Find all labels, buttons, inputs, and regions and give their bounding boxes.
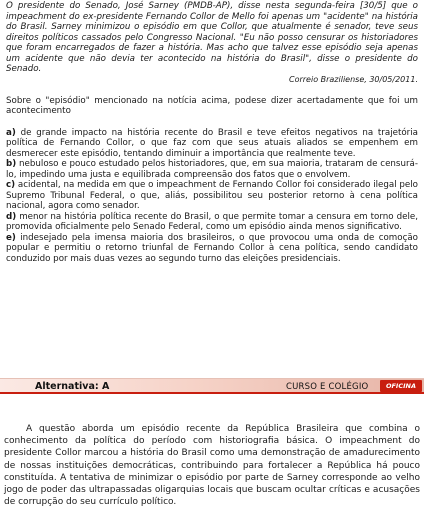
course-label: CURSO E COLÉGIO bbox=[286, 382, 369, 392]
question-block bbox=[6, 1, 418, 264]
oficina-logo bbox=[380, 380, 422, 392]
option-letter: d) bbox=[6, 211, 17, 222]
option-c bbox=[6, 180, 418, 212]
quote-source: Correio Braziliense, 30/05/2011. bbox=[288, 74, 418, 84]
option-letter: c) bbox=[6, 180, 16, 190]
banner-divider bbox=[0, 392, 424, 394]
option-e bbox=[6, 233, 418, 265]
option-d bbox=[6, 212, 418, 233]
answer-label: Alternativa: A bbox=[35, 381, 110, 392]
answer-explanation: A questão aborda um episódio recente da República Brasileira que combina o conhecimento da política do período com historiografia básica. O impeachment do presidente Collor marcou a história do Brasil como uma demonstração de amadurecimento de nossas instituições democráticas, contribuindo para fortalecer a República há pouco constituída. A tentativa de minimizar o episódio por parte de Sarney corresponde ao velho jogo de poder das ultrapassadas oligarquias locais que buscam ocultar críticas e acusações de corrupção do seu currículo político. bbox=[4, 424, 420, 508]
logo-text: OFICINA bbox=[385, 382, 417, 390]
option-text: de grande impacto na história recente do Brasil e teve efeitos negativos na trajetória política de Fernando Collor, o que faz com que seus atuais aliados se empenhem em desmerecer este episódio, tentando diminuir a importância que realmente teve. bbox=[6, 127, 418, 159]
option-text: indesejado pela imensa maioria dos brasileiros, o que provocou uma onda de comoção popular e permitiu o retorno triunfal de Fernando Collor à cena política, sendo candidato conduzido por mais duas vezes ao segundo turno das eleições presidenciais. bbox=[6, 232, 418, 264]
question-stem: Sobre o "episódio" mencionado na notícia acima, podese dizer acertadamente que foi um acontecimento bbox=[6, 95, 418, 116]
option-letter: e) bbox=[6, 232, 16, 243]
news-quote: O presidente do Senado, José Sarney (PMDB-AP), disse nesta segunda-feira [30/5] que o impeachment do ex-presidente Fernando Collor de Mello foi apenas um "acidente" na história do Brasil. Sarney minimizou o episódio em que Collor, que atualmente é senador, teve seus direitos políticos cassados pelo Congresso Nacional. "Eu não posso censurar os historiadores que foram encarregados de fazer a história. Mas acho que talvez esse episódio seja apenas um acidente que não devia ter acontecido na história do Brasil", disse o presidente do Senado. bbox=[6, 1, 418, 74]
option-letter: b) bbox=[6, 159, 17, 169]
option-text: acidental, na medida em que o impeachment de Fernando Collor foi considerado ilegal pelo Supremo Tribunal Federal, o que, aliás, possibilitou seu posterior retorno à cena política nacional, agora como senador. bbox=[6, 180, 419, 211]
option-b bbox=[6, 159, 418, 180]
option-text: menor na história política recente do Brasil, o que permite tomar a censura em torno dele, promovida oficialmente pelo Senado Federal, como um episódio ainda menos significativo. bbox=[6, 211, 418, 232]
answer-banner bbox=[0, 378, 424, 393]
option-letter: a) bbox=[6, 127, 16, 138]
option-a bbox=[6, 128, 418, 160]
option-text: nebuloso e pouco estudado pelos historiadores, que, em sua maioria, trataram de censurá-lo, impedindo uma justa e equilibrada compreensão dos fatos que o envolvem. bbox=[6, 159, 418, 180]
options-list bbox=[6, 128, 418, 265]
